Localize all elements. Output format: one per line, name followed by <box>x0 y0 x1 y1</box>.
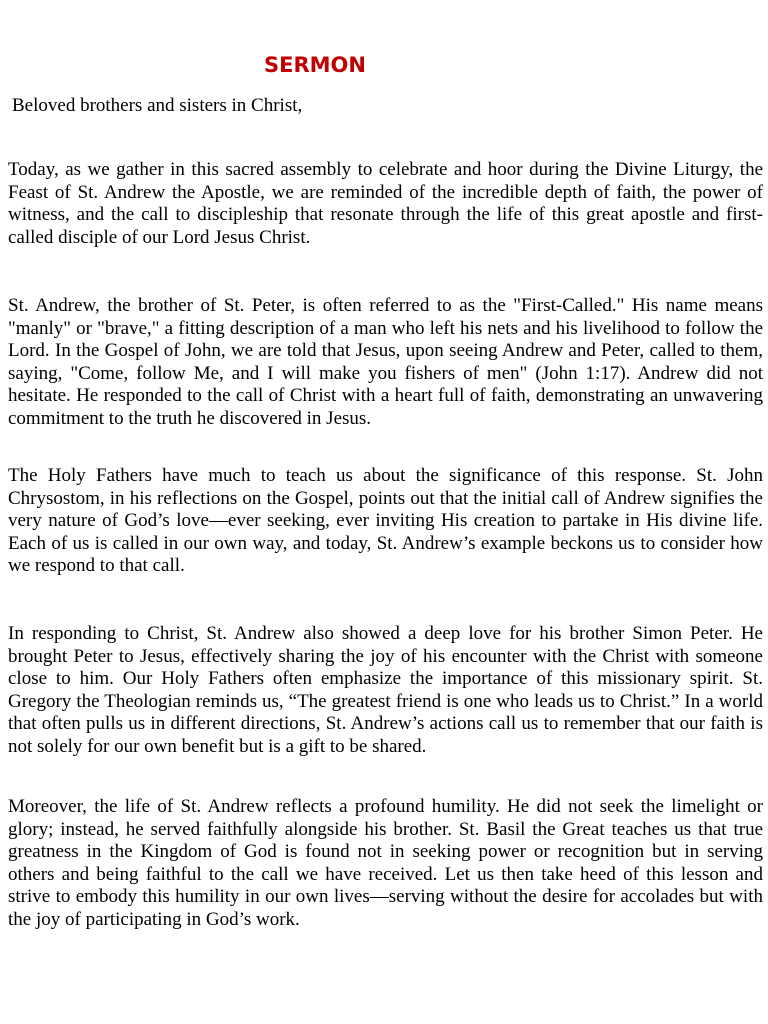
salutation: Beloved brothers and sisters in Christ, <box>12 95 303 116</box>
paragraph-missionary-spirit: In responding to Christ, St. Andrew also showed a deep love for his brother Simon Peter. He brought Peter to Jesus, effectively sharing the joy of his encounter with the Christ with someone close to him. Our Holy Fathers often emphasize the importance of this missionary spirit. St. Gregory the Theologian reminds us, “The greatest friend is one who leads us to Christ.” In a world that often pulls us in different directions, St. Andrew’s actions call us to remember that our faith is not solely for our own benefit but is a gift to be shared. <box>8 623 763 757</box>
paragraph-humility: Moreover, the life of St. Andrew reflects a profound humility. He did not seek the limelight or glory; instead, he served faithfully alongside his brother. St. Basil the Great teaches us that true greatness in the Kingdom of God is found not in seeking power or recognition but in serving others and being faithful to the call we have received. Let us then take heed of this lesson and strive to embody this humility in our own lives—serving without the desire for accolades but with the joy of participating in God’s work. <box>8 796 763 930</box>
paragraph-holy-fathers: The Holy Fathers have much to teach us about the significance of this response. St. John Chrysostom, in his reflections on the Gospel, points out that the initial call of Andrew signifies the very nature of God’s love—ever seeking, ever inviting His creation to partake in His divine life. Each of us is called in our own way, and today, St. Andrew’s example beckons us to consider how we respond to that call. <box>8 465 763 577</box>
paragraph-opening: Today, as we gather in this sacred assembly to celebrate and hoor during the Divine Liturgy, the Feast of St. Andrew the Apostle, we are reminded of the incredible depth of faith, the power of witness, and the call to discipleship that resonate through the life of this great apostle and first-called disciple of our Lord Jesus Christ. <box>8 159 763 248</box>
page-title: SERMON <box>264 53 366 77</box>
paragraph-first-called: St. Andrew, the brother of St. Peter, is often referred to as the "First-Called." His name means "manly" or "brave," a fitting description of a man who left his nets and his livelihood to follow the Lord. In the Gospel of John, we are told that Jesus, upon seeing Andrew and Peter, called to them, saying, "Come, follow Me, and I will make you fishers of men" (John 1:17). Andrew did not hesitate. He responded to the call of Christ with a heart full of faith, demonstrating an unwavering commitment to the truth he discovered in Jesus. <box>8 295 763 429</box>
